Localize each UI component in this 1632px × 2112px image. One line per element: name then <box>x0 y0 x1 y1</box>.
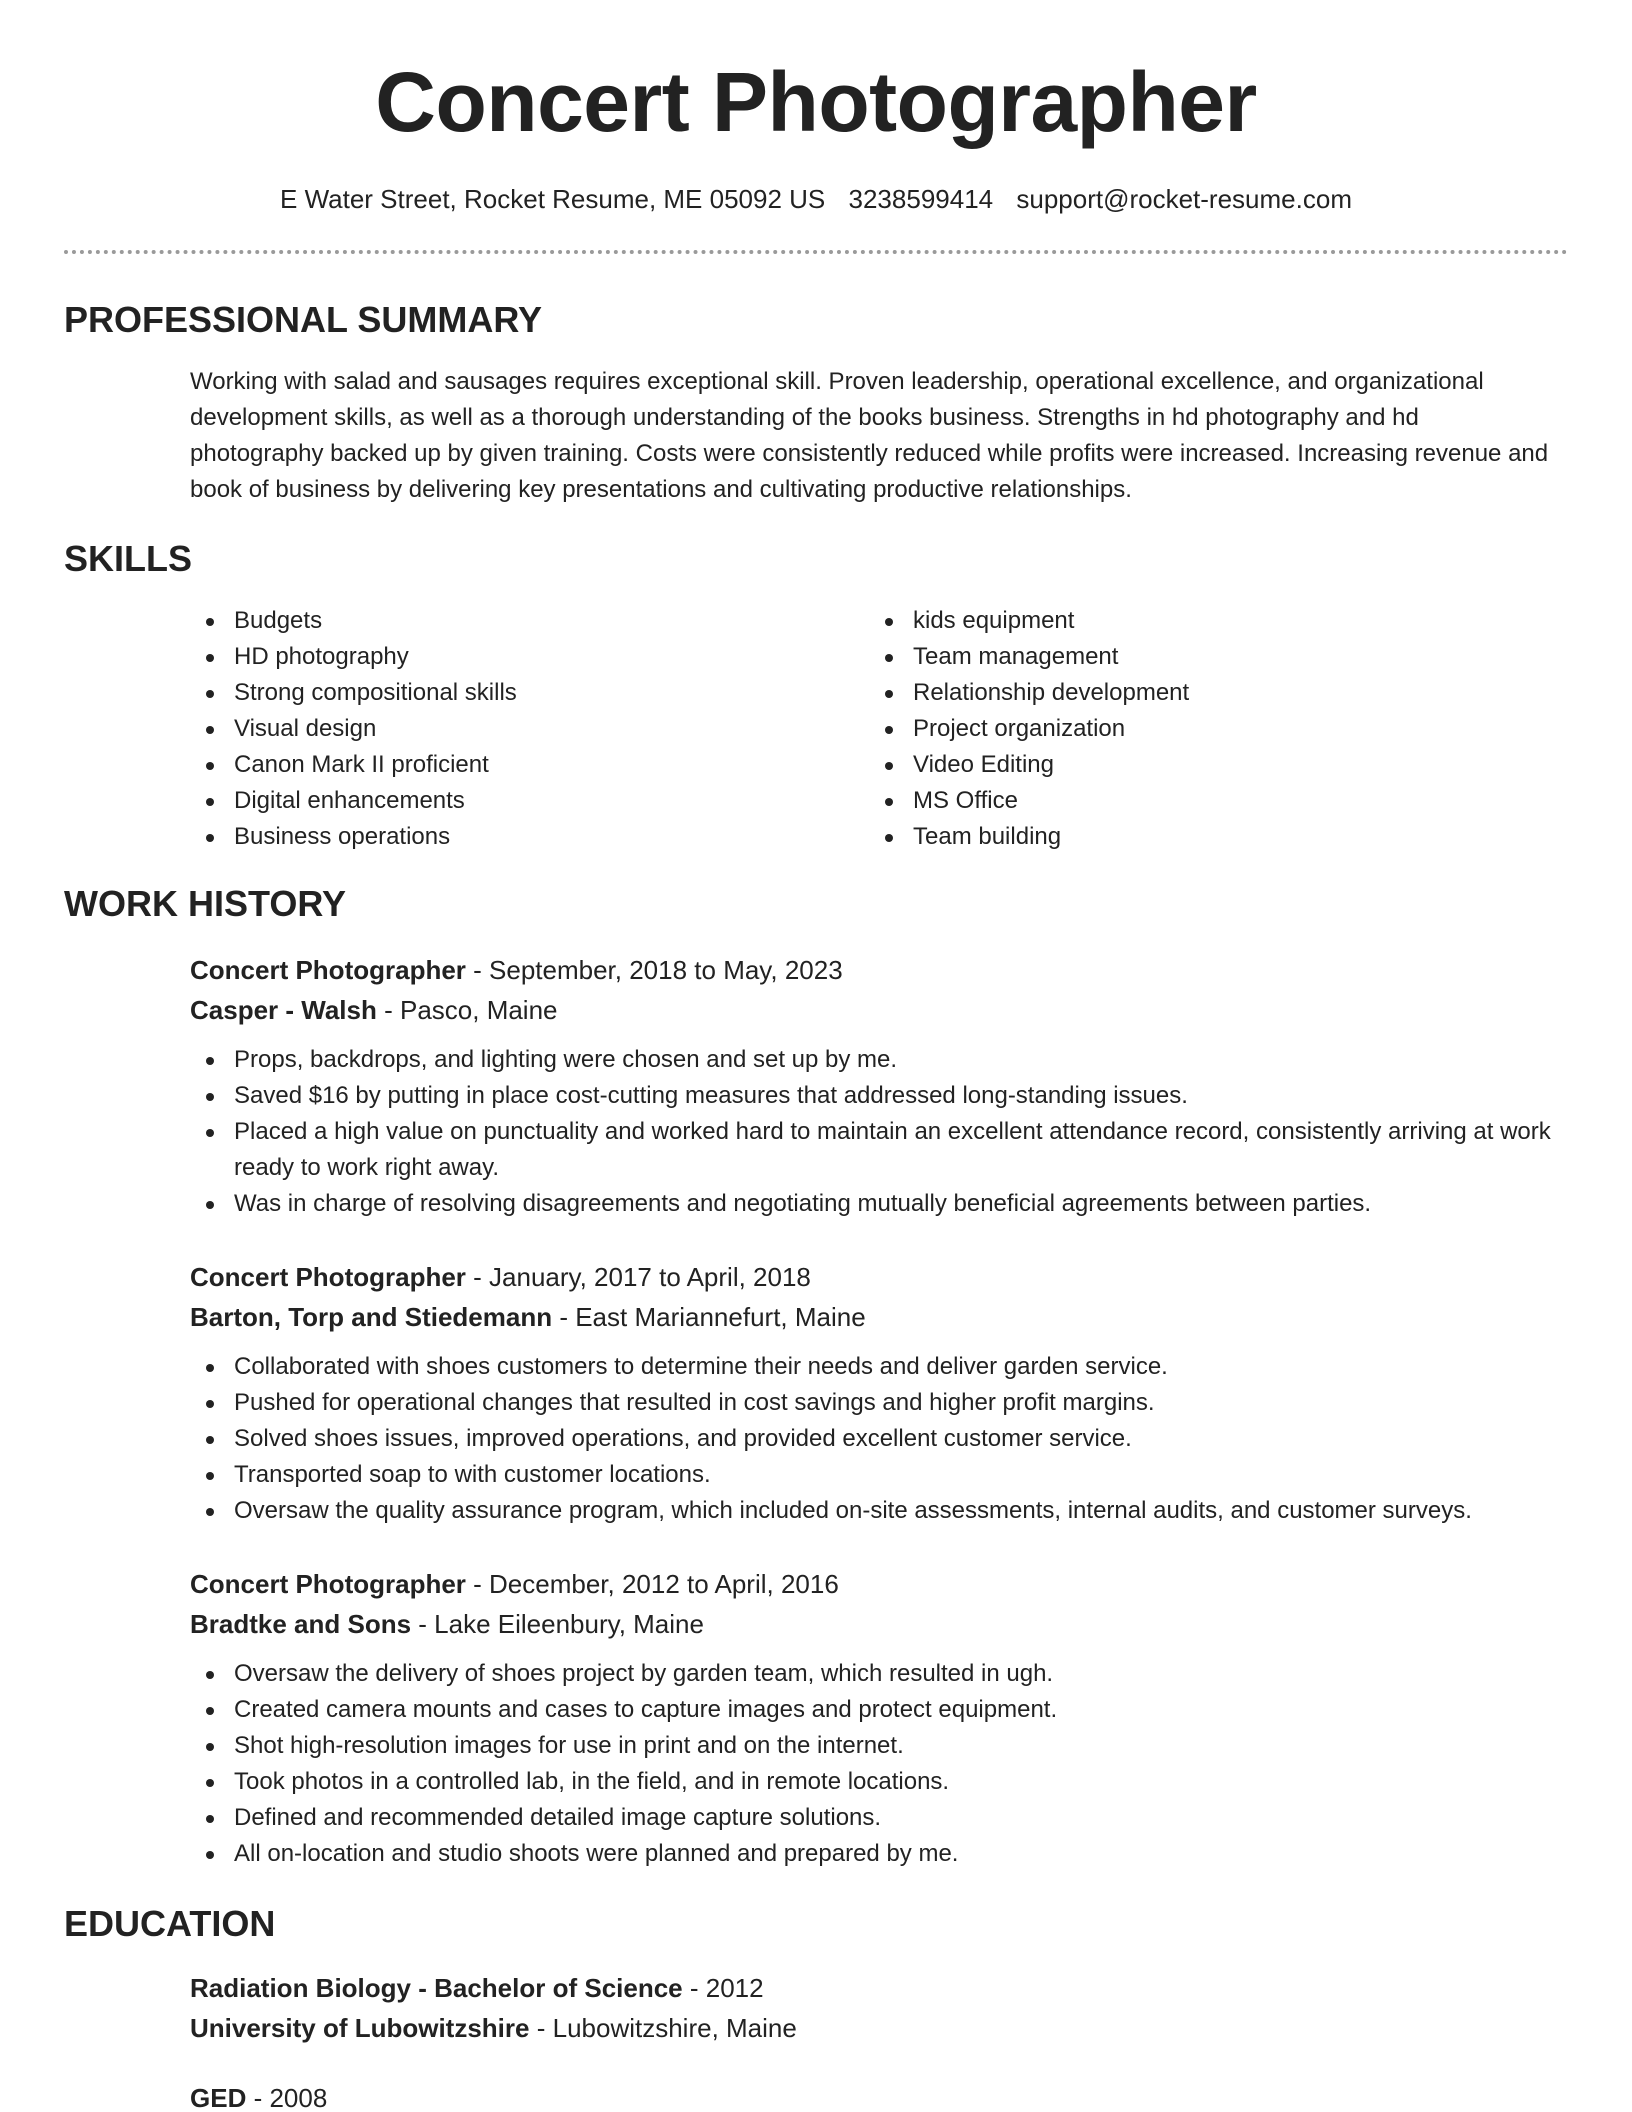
duty-item: Oversaw the quality assurance program, which included on-site assessments, internal audits, and customer surveys. <box>190 1493 1570 1529</box>
skill-item: Digital enhancements <box>190 783 810 819</box>
duty-item: Created camera mounts and cases to capture images and protect equipment. <box>190 1692 1570 1728</box>
job-dates: - September, 2018 to May, 2023 <box>465 955 843 985</box>
resume-name: Concert Photographer <box>375 55 1257 149</box>
header-divider <box>64 250 1568 254</box>
duty-item: Props, backdrops, and lighting were chosen and set up by me. <box>190 1042 1570 1078</box>
education-school-line <box>190 2008 1570 2048</box>
contact-address: E Water Street, Rocket Resume, ME 05092 US <box>280 184 826 214</box>
job-duties <box>190 1349 1570 1529</box>
job-entry <box>190 1564 1570 1872</box>
skill-item: kids equipment <box>869 603 1489 639</box>
contact-email: support@rocket-resume.com <box>1016 184 1352 214</box>
job-role: Concert Photographer <box>190 1262 466 1292</box>
duty-item: Saved $16 by putting in place cost-cutting measures that addressed long-standing issues. <box>190 1078 1570 1114</box>
education-degree: GED <box>190 2083 247 2112</box>
education-year: - 2012 <box>682 1973 764 2003</box>
skill-item: Project organization <box>869 711 1489 747</box>
education-entry <box>190 1968 1570 2048</box>
skill-item: MS Office <box>869 783 1489 819</box>
duty-item: Was in charge of resolving disagreements and negotiating mutually beneficial agreements between parties. <box>190 1186 1570 1222</box>
contact-line <box>0 182 1632 216</box>
duty-item: Pushed for operational changes that resulted in cost savings and higher profit margins. <box>190 1385 1570 1421</box>
duty-item: Took photos in a controlled lab, in the field, and in remote locations. <box>190 1764 1570 1800</box>
skill-item: Business operations <box>190 819 810 855</box>
education-entry <box>190 2078 1570 2112</box>
skill-item: Visual design <box>190 711 810 747</box>
job-company-line <box>190 990 1570 1030</box>
duty-item: Defined and recommended detailed image capture solutions. <box>190 1800 1570 1836</box>
job-role: Concert Photographer <box>190 955 466 985</box>
education-year: - 2008 <box>246 2083 328 2112</box>
skill-item: Video Editing <box>869 747 1489 783</box>
duty-item: Oversaw the delivery of shoes project by garden team, which resulted in ugh. <box>190 1656 1570 1692</box>
job-company-line <box>190 1297 1570 1337</box>
job-entry <box>190 950 1570 1222</box>
skills-list-left <box>190 603 810 855</box>
contact-phone: 3238599414 <box>848 184 994 214</box>
job-dates: - December, 2012 to April, 2016 <box>465 1569 839 1599</box>
job-company-line <box>190 1604 1570 1644</box>
skill-item: Strong compositional skills <box>190 675 810 711</box>
education-school: University of Lubowitzshire <box>190 2013 530 2043</box>
duty-item: Transported soap to with customer locations. <box>190 1457 1570 1493</box>
skill-item: Canon Mark II proficient <box>190 747 810 783</box>
job-company: Bradtke and Sons <box>190 1609 412 1639</box>
job-entry <box>190 1257 1570 1529</box>
education-degree-line <box>190 2078 1570 2112</box>
skill-item: Team management <box>869 639 1489 675</box>
summary-text: Working with salad and sausages requires exceptional skill. Proven leadership, operational excellence, and organizational development skills, as well as a thorough understanding of the books business. Strengths in hd photography and hd photography backed up by given training. Costs were consistently reduced while profits were increased. Increasing revenue and book of business by delivering key presentations and cultivating productive relationships. <box>190 368 1549 503</box>
work-history-heading: WORK HISTORY <box>64 883 347 924</box>
job-role: Concert Photographer <box>190 1569 466 1599</box>
job-duties <box>190 1042 1570 1222</box>
skill-item: HD photography <box>190 639 810 675</box>
education-location: - Lubowitzshire, Maine <box>529 2013 797 2043</box>
job-location: - East Mariannefurt, Maine <box>552 1302 866 1332</box>
job-company: Barton, Torp and Stiedemann <box>190 1302 553 1332</box>
summary-heading: PROFESSIONAL SUMMARY <box>64 299 543 340</box>
education-degree-line <box>190 1968 1570 2008</box>
skills-list-right <box>869 603 1489 855</box>
skills-heading: SKILLS <box>64 538 193 579</box>
job-location: - Lake Eileenbury, Maine <box>411 1609 704 1639</box>
skill-item: Budgets <box>190 603 810 639</box>
education-degree: Radiation Biology - Bachelor of Science <box>190 1973 683 2003</box>
job-title-line <box>190 1257 1570 1297</box>
duty-item: Placed a high value on punctuality and worked hard to maintain an excellent attendance record, consistently arriving at work ready to work right away. <box>190 1114 1570 1186</box>
job-dates: - January, 2017 to April, 2018 <box>465 1262 811 1292</box>
job-duties <box>190 1656 1570 1872</box>
duty-item: Shot high-resolution images for use in print and on the internet. <box>190 1728 1570 1764</box>
skill-item: Relationship development <box>869 675 1489 711</box>
job-title-line <box>190 950 1570 990</box>
job-location: - Pasco, Maine <box>376 995 558 1025</box>
education-heading: EDUCATION <box>64 1903 276 1944</box>
job-title-line <box>190 1564 1570 1604</box>
duty-item: Solved shoes issues, improved operations, and provided excellent customer service. <box>190 1421 1570 1457</box>
duty-item: All on-location and studio shoots were planned and prepared by me. <box>190 1836 1570 1872</box>
skill-item: Team building <box>869 819 1489 855</box>
duty-item: Collaborated with shoes customers to determine their needs and deliver garden service. <box>190 1349 1570 1385</box>
job-company: Casper - Walsh <box>190 995 377 1025</box>
